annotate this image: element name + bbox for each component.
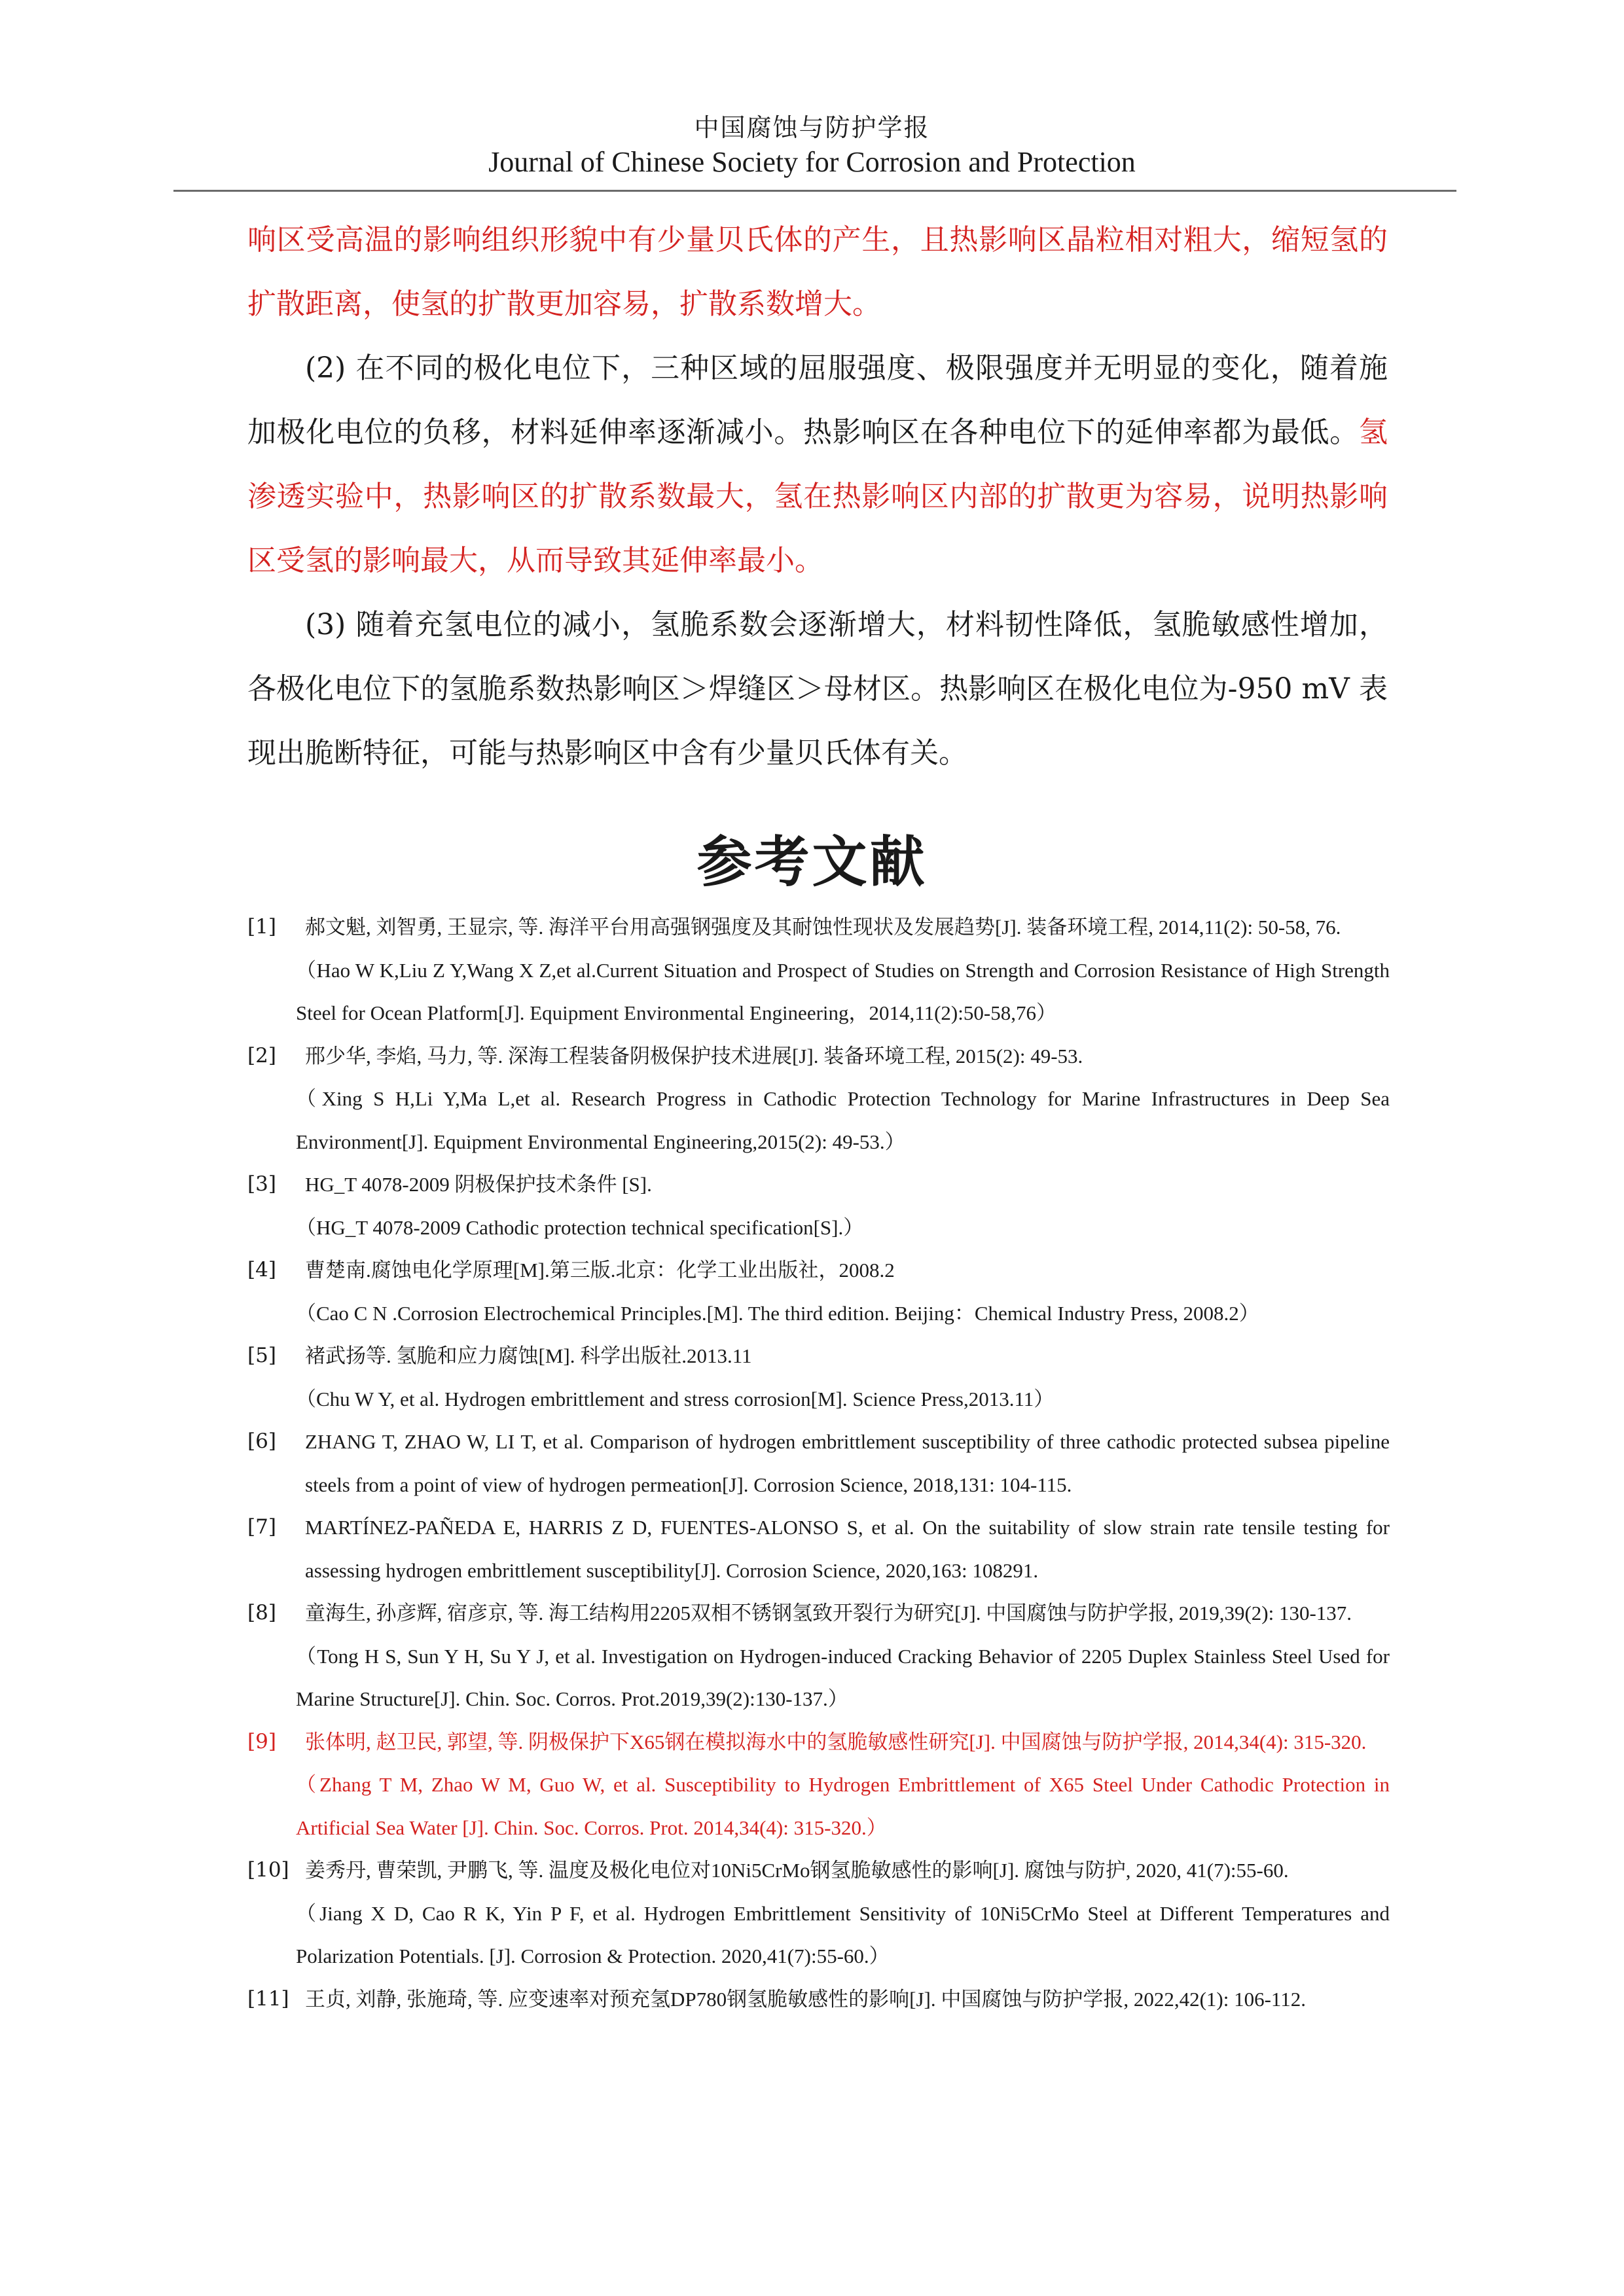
conclusion-body <box>247 208 1388 785</box>
reference-text: ZHANG T, ZHAO W, LI T, et al. Comparison of hydrogen embrittlement susceptibility of three cathodic protected subsea pipeline steels from a point of view of hydrogen permeation[J]. Corrosion Science, 2018,131: 104-115. <box>305 1430 1390 1496</box>
header-divider <box>173 190 1456 192</box>
paragraph-3 <box>247 593 1388 785</box>
reference-number: [9] <box>247 1729 276 1753</box>
reference-number: [3] <box>247 1172 276 1196</box>
reference-item <box>247 1849 1390 1978</box>
reference-en: （Zhang T M, Zhao W M, Guo W, et al. Susceptibility to Hydrogen Embrittlement of X65 Steel Under Cathodic Protection in Artificial Sea Water [J]. Chin. Soc. Corros. Prot. 2014,34(4): 315-320.） <box>296 1773 1390 1839</box>
reference-number: [4] <box>247 1258 276 1282</box>
journal-title-cn: 中国腐蚀与防护学报 <box>694 113 930 142</box>
reference-number: [7] <box>247 1515 276 1539</box>
reference-cn: 张体明, 赵卫民, 郭望, 等. 阴极保护下X65钢在模拟海水中的氢脆敏感性研究[J]. 中国腐蚀与防护学报, 2014,34(4): 315-320. <box>305 1730 1367 1753</box>
reference-en: （Jiang X D, Cao R K, Yin P F, et al. Hydrogen Embrittlement Sensitivity of 10Ni5CrMo Steel at Different Temperatures and Polarization Potentials. [J]. Corrosion & Protection. 2020,41(7):55-60.） <box>296 1901 1390 1967</box>
reference-cn: 郝文魁, 刘智勇, 王显宗, 等. 海洋平台用高强钢强度及其耐蚀性现状及发展趋势[J]. 装备环境工程, 2014,11(2): 50-58, 76. <box>305 916 1341 939</box>
paragraph-2-text: (2) 在不同的极化电位下，三种区域的屈服强度、极限强度并无明显的变化，随着施加极化电位的负移，材料延伸率逐渐减小。热影响区在各种电位下的延伸率都为最低。 <box>247 351 1388 449</box>
reference-en: （Hao W K,Liu Z Y,Wang X Z,et al.Current Situation and Prospect of Studies on Strength and Corrosion Resistance of High Strength Steel for Ocean Platform[J]. Equipment Environmental Engineering，2014,11(2):50-58,76） <box>296 958 1390 1024</box>
references-heading: 参考文献 <box>696 830 928 894</box>
reference-item <box>247 906 1390 1035</box>
reference-cn: 姜秀丹, 曹荣凯, 尹鹏飞, 等. 温度及极化电位对10Ni5CrMo钢氢脆敏感性的影响[J]. 腐蚀与防护, 2020, 41(7):55-60. <box>305 1859 1289 1882</box>
reference-number: [1] <box>247 915 276 939</box>
reference-item <box>247 1592 1390 1721</box>
paragraph-1-highlight: 响区受高温的影响组织形貌中有少量贝氏体的产生，且热影响区晶粒相对粗大，缩短氢的扩散距离，使氢的扩散更加容易，扩散系数增大。 <box>247 223 1388 321</box>
reference-cn: 褚武扬等. 氢脆和应力腐蚀[M]. 科学出版社.2013.11 <box>305 1344 752 1367</box>
reference-text: MARTÍNEZ-PAÑEDA E, HARRIS Z D, FUENTES-ALONSO S, et al. On the suitability of slow strain rate tensile testing for assessing hydrogen embrittlement susceptibility[J]. Corrosion Science, 2020,163: 108291. <box>305 1516 1390 1582</box>
reference-item <box>247 1506 1390 1592</box>
reference-number: [2] <box>247 1043 276 1067</box>
reference-item-highlighted <box>247 1721 1390 1850</box>
paragraph-2-highlight: 氢渗透实验中，热影响区的扩散系数最大，氢在热影响区内部的扩散更为容易，说明热影响区受氢的影响最大，从而导致其延伸率最小。 <box>247 416 1388 577</box>
reference-item <box>247 1249 1390 1335</box>
reference-en: （Cao C N .Corrosion Electrochemical Principles.[M]. The third edition. Beijing：Chemical Industry Press, 2008.2） <box>296 1301 1259 1325</box>
reference-cn: HG_T 4078-2009 阴极保护技术条件 [S]. <box>305 1173 652 1196</box>
reference-number: [10] <box>247 1858 289 1882</box>
reference-number: [6] <box>247 1429 276 1453</box>
reference-cn: 曹楚南.腐蚀电化学原理[M].第三版.北京：化学工业出版社，2008.2 <box>305 1259 895 1282</box>
reference-number: [8] <box>247 1601 276 1624</box>
reference-number: [5] <box>247 1344 276 1367</box>
reference-cn: 邢少华, 李焰, 马力, 等. 深海工程装备阴极保护技术进展[J]. 装备环境工程, 2015(2): 49-53. <box>305 1044 1083 1067</box>
paragraph-2 <box>247 336 1388 593</box>
reference-item <box>247 1335 1390 1420</box>
reference-en: （Chu W Y, et al. Hydrogen embrittlement and stress corrosion[M]. Science Press,2013.11） <box>296 1387 1055 1410</box>
reference-number: [11] <box>247 1986 289 2011</box>
reference-list <box>247 906 1390 2020</box>
paragraph-1 <box>247 208 1388 336</box>
reference-en: （HG_T 4078-2009 Cathodic protection technical specification[S].） <box>296 1215 864 1239</box>
reference-item <box>247 1163 1390 1249</box>
reference-item <box>247 1035 1390 1164</box>
reference-item <box>247 1978 1390 2021</box>
reference-cn: 童海生, 孙彦辉, 宿彦京, 等. 海工结构用2205双相不锈钢氢致开裂行为研究[J]. 中国腐蚀与防护学报, 2019,39(2): 130-137. <box>305 1602 1352 1624</box>
reference-en: （Tong H S, Sun Y H, Su Y J, et al. Investigation on Hydrogen-induced Cracking Behavior of 2205 Duplex Stainless Steel Used for Marine Structure[J]. Chin. Soc. Corros. Prot.2019,39(2):130-137.） <box>296 1644 1390 1710</box>
paragraph-3-text: (3) 随着充氢电位的减小，氢脆系数会逐渐增大，材料韧性降低，氢脆敏感性增加，各极化电位下的氢脆系数热影响区＞焊缝区＞母材区。热影响区在极化电位为-950 mV 表现出脆断特征，可能与热影响区中含有少量贝氏体有关。 <box>247 608 1388 770</box>
reference-item <box>247 1420 1390 1506</box>
journal-title-en: Journal of Chinese Society for Corrosion and Protection <box>488 146 1136 178</box>
reference-en: （Xing S H,Li Y,Ma L,et al. Research Progress in Cathodic Protection Technology for Marine Infrastructures in Deep Sea Environment[J]. Equipment Environmental Engineering,2015(2): 49-53.） <box>296 1087 1390 1153</box>
reference-cn: 王贞, 刘静, 张施琦, 等. 应变速率对预充氢DP780钢氢脆敏感性的影响[J]. 中国腐蚀与防护学报, 2022,42(1): 106-112. <box>305 1987 1307 2011</box>
